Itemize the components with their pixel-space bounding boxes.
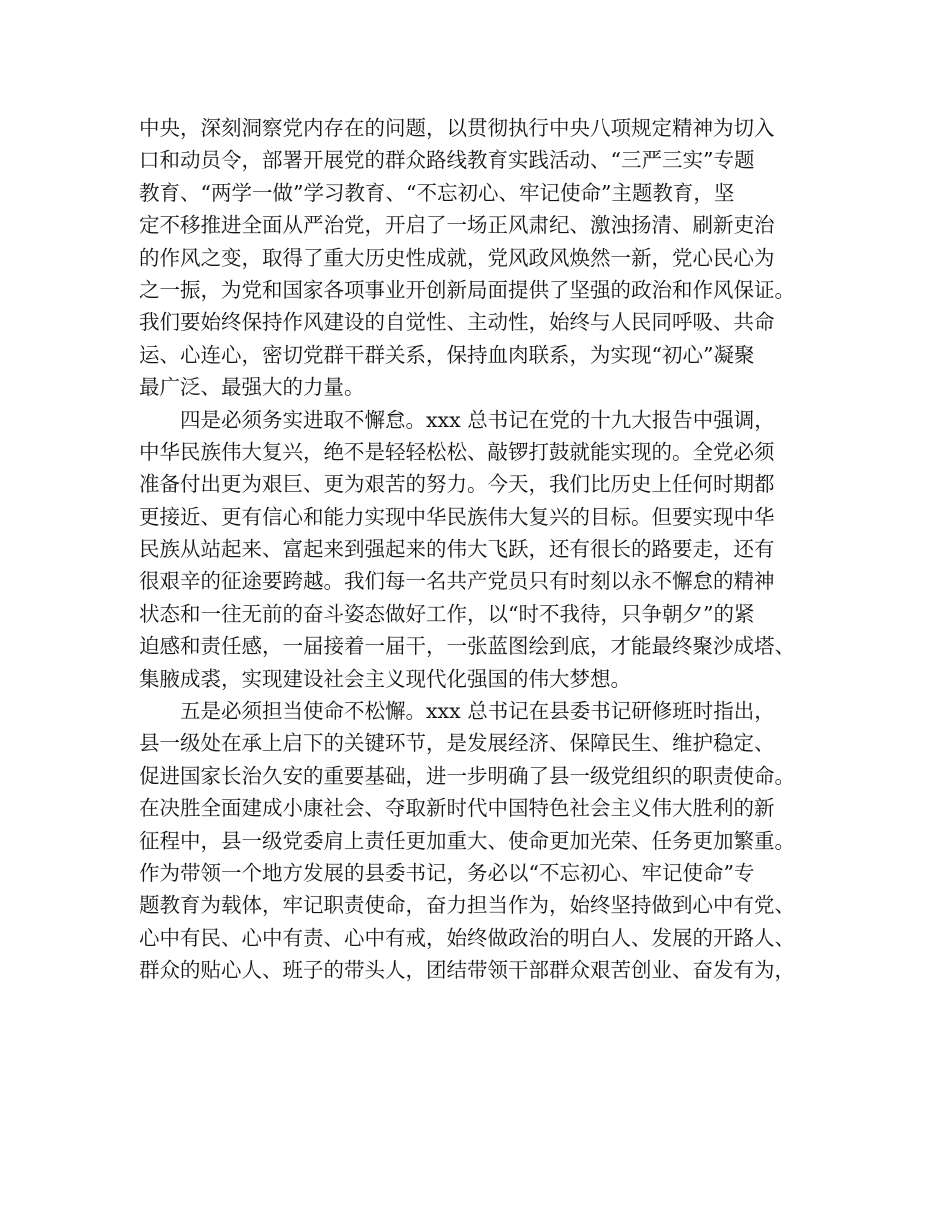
text-line: 之一振，为党和国家各项事业开创新局面提供了坚强的政治和作风保证。 xyxy=(139,277,795,302)
text-line: 作为带领一个地方发展的县委书记，务必以“不忘初心、牢记使命”专 xyxy=(139,860,755,885)
text-line: 群众的贴心人、班子的带头人，团结带领干部群众艰苦创业、奋发有为， xyxy=(139,958,795,983)
text-line: 更接近、更有信心和能力实现中华民族伟大复兴的目标。但要实现中华 xyxy=(139,504,775,529)
text-line: 迫感和责任感，一届接着一届干，一张蓝图绘到底，才能最终聚沙成塔、 xyxy=(139,634,795,659)
text-line: 心中有民、心中有责、心中有戒，始终做政治的明白人、发展的开路人、 xyxy=(139,925,795,950)
text-line: 在决胜全面建成小康社会、夺取新时代中国特色社会主义伟大胜利的新 xyxy=(139,796,775,821)
text-line: 的作风之变，取得了重大历史性成就，党风政风焕然一新，党心民心为 xyxy=(139,245,775,270)
text-line: 县一级处在承上启下的关键环节，是发展经济、保障民生、维护稳定、 xyxy=(139,731,775,756)
text-line: 集腋成裘，实现建设社会主义现代化强国的伟大梦想。 xyxy=(139,666,631,691)
text-line: 促进国家长治久安的重要基础，进一步明确了县一级党组织的职责使命。 xyxy=(139,763,795,788)
text-line: 题教育为载体，牢记职责使命，奋力担当作为，始终坚持做到心中有党、 xyxy=(139,893,795,918)
document-body xyxy=(139,112,829,987)
text-line: 状态和一往无前的奋斗姿态做好工作，以“时不我待，只争朝夕”的紧 xyxy=(139,601,755,626)
text-line: 征程中，县一级党委肩上责任更加重大、使命更加光荣、任务更加繁重。 xyxy=(139,828,795,853)
text-line: 民族从站起来、富起来到强起来的伟大飞跃，还有很长的路要走，还有 xyxy=(139,537,775,562)
text-line: 定不移推进全面从严治党，开启了一场正风肃纪、激浊扬清、刷新吏治 xyxy=(139,213,775,238)
text-line: 口和动员令，部署开展党的群众路线教育实践活动、“三严三实”专题 xyxy=(139,148,755,173)
text-line: 运、心连心，密切党群干群关系，保持血肉联系，为实现“初心”凝聚 xyxy=(139,342,755,367)
paragraph-start-line: 五是必须担当使命不松懈。xxx 总书记在县委书记研修班时指出， xyxy=(180,699,775,724)
text-line: 教育、“两学一做”学习教育、“不忘初心、牢记使命”主题教育，坚 xyxy=(139,180,735,205)
text-line: 我们要始终保持作风建设的自觉性、主动性，始终与人民同呼吸、共命 xyxy=(139,310,775,335)
text-line: 中华民族伟大复兴，绝不是轻轻松松、敲锣打鼓就能实现的。全党必须 xyxy=(139,439,775,464)
text-line: 中央，深刻洞察党内存在的问题，以贯彻执行中央八项规定精神为切入 xyxy=(139,116,775,140)
paragraph-start-line: 四是必须务实进取不懈怠。xxx 总书记在党的十九大报告中强调， xyxy=(180,407,775,432)
text-line: 很艰辛的征途要跨越。我们每一名共产党员只有时刻以永不懈怠的精神 xyxy=(139,569,775,594)
text-line: 最广泛、最强大的力量。 xyxy=(139,375,365,400)
text-line: 准备付出更为艰巨、更为艰苦的努力。今天，我们比历史上任何时期都 xyxy=(139,472,775,497)
